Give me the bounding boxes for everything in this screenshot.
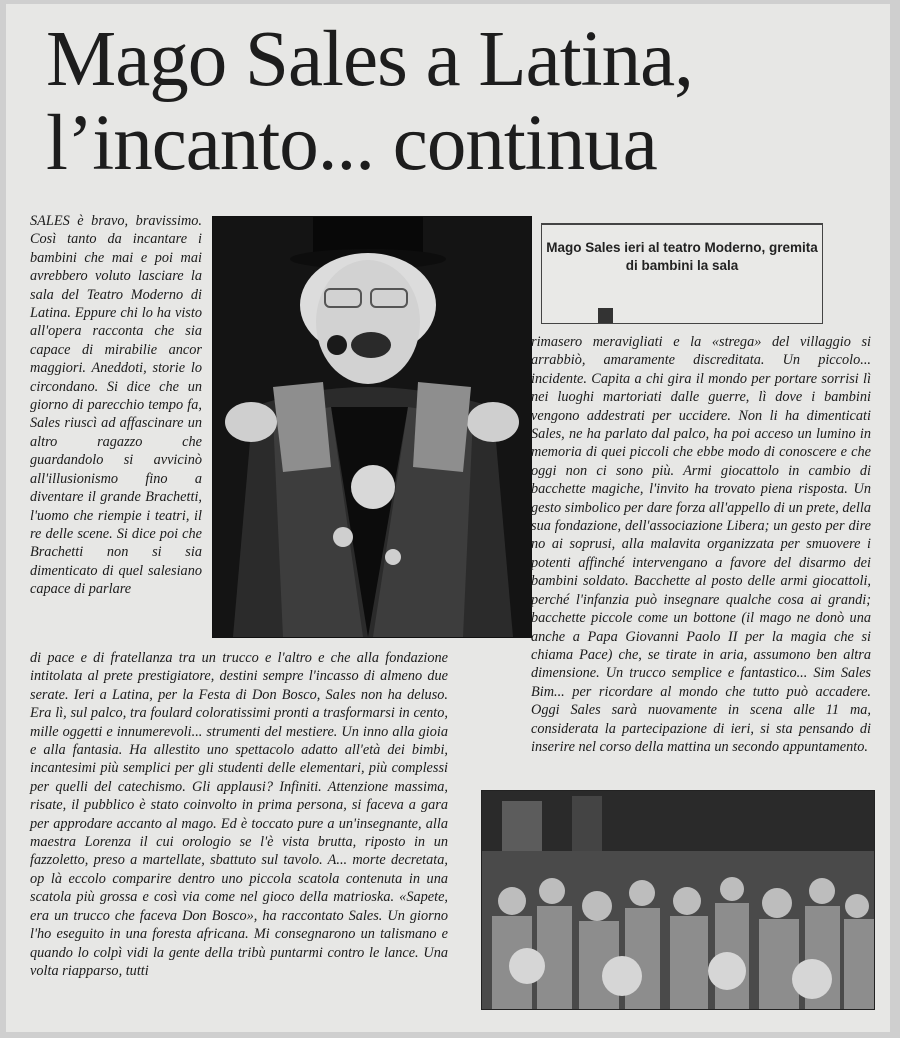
- headline: [46, 18, 846, 186]
- photo-caption: Mago Sales ieri al teatro Moderno, gremita di bambini la sala: [546, 240, 818, 273]
- magician-photo: [212, 216, 532, 638]
- newspaper-clipping: [6, 4, 890, 1032]
- magician-photo-illustration: [213, 217, 531, 637]
- headline-line-2: l’incanto... continua: [46, 100, 657, 187]
- headline-line-1: Mago Sales a Latina,: [46, 16, 693, 103]
- audience-photo-illustration: [482, 791, 874, 1009]
- photo-caption-box: [541, 223, 823, 324]
- article-column-left: SALES è bravo, bravissimo. Così tanto da incantare i bambini che mai e poi mai avrebbero voluto lasciare la sala del Teatro Moderno di Latina. Eppure chi lo ha visto all'opera racconta che sia capace di mirabilie ancor maggiori. Aneddoti, storie lo circondano. Si dice che un giorno di parecchio tempo fa, Sales riuscì ad affascinare un altro ragazzo che guardandolo si avvicinò all'illusionismo fino a diventare il grande Brachetti, l'uomo che riempie i teatri, il re delle scene. Si dice poi che Brachetti non si sia dimenticato di quel salesiano capace di parlare: [30, 213, 202, 598]
- article-column-right: rimasero meravigliati e la «strega» del villaggio si arrabbiò, amaramente discreditata. Un piccolo... incidente. Capita a chi gira il mondo per portare sorrisi lì nei luoghi martoriati dalle guerre, lì dove i bambini vengono addestrati per uccidere. Non li ha dimenticati Sales, ne ha parlato dal palco, ha poi acceso un lumino in memoria di quei piccoli che ebbe modo di conoscere e che oggi non ci sono più. Armi giocattolo in cambio di bacchette magiche, l'invito ha trovato piena risposta. Un gesto simbolico per dare forza all'appello di un prete, della sua fondazione, dell'associazione Libera; un gesto per dire no ai soprusi, alla malavita organizzata per smuovere i potenti affinché intervengano a favore del disarmo dei bambini soldato. Bacchette al posto delle armi giocattoli, perché l'infanzia può insegnare qualche cosa ai grandi; bacchette piccole come un bottone (il mago ne donò una anche a Papa Giovanni Paolo II per la magia che si chiama Pace) che, se tirate in aria, assumono ben altra dimensione. Un trucco semplice e fantastico... Sim Sales Bim... per ricordare al mondo che tutto può accadere. Oggi Sales sarà nuovamente in scena alle 11 ma, considerata la partecipazione di ieri, si sta pensando di inserire nel corso della mattina un secondo appuntamento.: [531, 334, 871, 755]
- article-column-bottom: di pace e di fratellanza tra un trucco e l'altro e che alla fondazione intitolata al prete prestigiatore, destini sempre l'incasso di almeno due serate. Ieri a Latina, per la Festa di Don Bosco, Sales non ha deluso. Era lì, sul palco, tra foulard coloratissimi pronti a trasformarsi in cento, mille oggetti e innumerevoli... strumenti del mestiere. Un inno alla gioia e alla fantasia. Ha allestito uno spettacolo adatto all'età dei bimbi, incantesimi più semplici per gli studenti delle elementari, più complessi per quelli del catechismo. Gli applausi? Infiniti. Attenzione massima, risate, il pubblico è stato coinvolto in prima persona, si faceva a gara per approdare accanto al mago. Ed è toccato pure a un'insegnante, alla maestra Lorenza il cui orologio se l'è vista brutta, riposto in un fazzoletto, preso a martellate, sbattuto sul tavolo. A... morte decretata, op là eccolo comparire dentro uno piccola scatola contenuta in una scatola più grossa e così via come nel gioco della matrioska. «Sapete, era un trucco che faceva Don Bosco», ha raccontato Sales. Un giorno l'ho eseguito in una foresta africana. Mi consegnarono un talismano e quando lo colpì vidi la gente della tribù puntarmi contro le lance. Una volta riapparso, tutti: [30, 650, 448, 979]
- audience-photo: [481, 790, 875, 1010]
- caption-marker: [598, 308, 613, 323]
